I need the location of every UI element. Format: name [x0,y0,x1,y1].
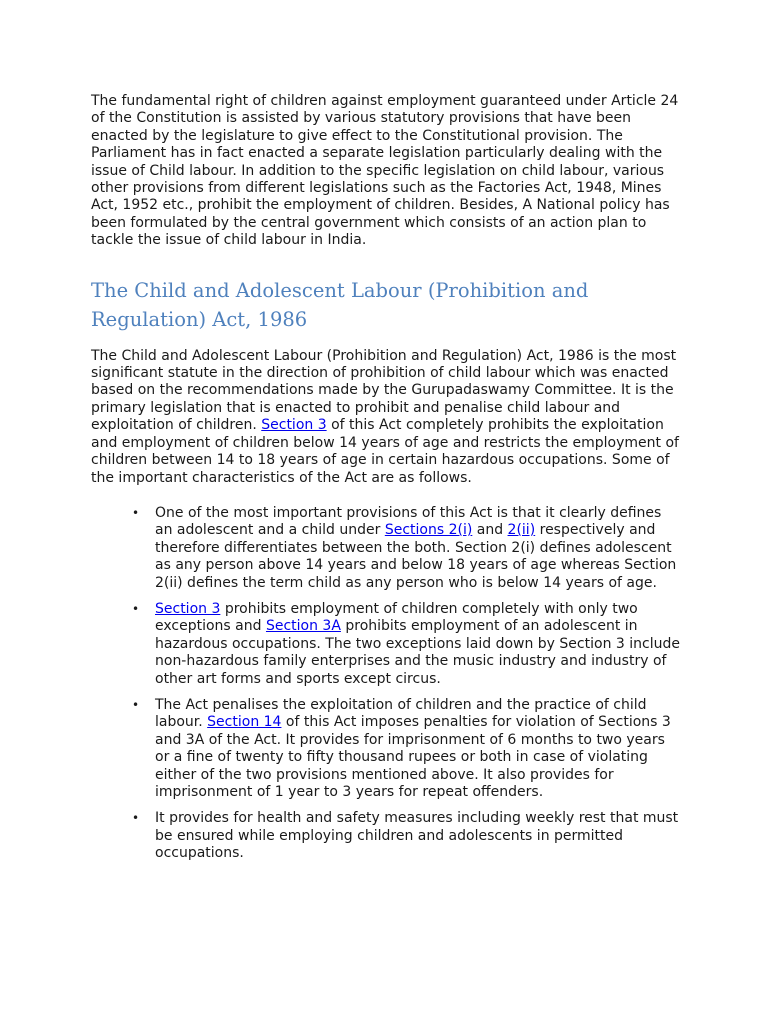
section-3a-link[interactable]: Section 3A [265,618,341,635]
list-item [91,697,681,801]
section-3-link[interactable]: Section 3 [155,600,221,617]
section-14-link[interactable]: Section 14 [207,714,282,731]
section-2ii-link[interactable]: 2(ii) [507,522,536,539]
document-page [91,93,681,872]
bullet-marker: • [132,697,140,712]
list-item-text: prohibits employment of an adolescent in hazardous occupations. The two exceptions laid down by Section 3 include non-hazardous family enterprises and the music industry and industry of other art forms and sports except circus. [155,618,680,687]
list-item-text: and [472,522,508,539]
list-item-text: prohibits employment of children completely with only two exceptions and [155,600,638,635]
bullet-marker: • [132,811,140,826]
act-description-paragraph [91,348,681,487]
bullet-marker: • [132,505,140,520]
list-item-text: The Act penalises the exploitation of children and the practice of child labour. [155,696,647,731]
intro-paragraph: The fundamental right of children against employment guaranteed under Article 24 of the Constitution is assisted by various statutory provisions that have been enacted by the legislature to give effect to the Constitutional provision. The Parliament has in fact enacted a separate legislation particularly dealing with the issue of Child labour. In addition to the specific legislation on child labour, various other provisions from different legislations such as the Factories Act, 1948, Mines Act, 1952 etc., prohibit the employment of children. Besides, A National policy has been formulated by the central government which consists of an action plan to tackle the issue of child labour in India. [91,93,679,249]
list-item [91,601,681,688]
act-description-text-2: of this Act completely prohibits the exploitation and employment of children below 14 years of age and restricts the employment of children between 14 to 18 years of age in certain hazardous occupations. Some of the important characteristics of the Act are as follows. [91,417,679,486]
list-item-text: respectively and therefore differentiates between the both. Section 2(i) defines adolescent as any person above 14 years and below 18 years of age whereas Section 2(ii) defines the term child as any person who is below 14 years of age. [155,522,677,591]
sections-2i-link[interactable]: Sections 2(i) [384,522,473,539]
act-description-text-1: The Child and Adolescent Labour (Prohibition and Regulation) Act, 1986 is the most significant statute in the direction of prohibition of child labour which was enacted based on the recommendations made by the Gurupadaswamy Committee. It is the primary legislation that is enacted to prohibit and penalise child labour and exploitation of children. [91,347,677,434]
list-item [91,505,681,592]
list-item-text: One of the most important provisions of this Act is that it clearly defines an adolescent and a child under [155,504,662,539]
list-item-text: It provides for health and safety measures including weekly rest that must be ensured while employing children and adolescents in permitted occupations. [155,810,679,862]
section-heading: The Child and Adolescent Labour (Prohibition and Regulation) Act, 1986 [91,278,589,331]
list-item-text: of this Act imposes penalties for violation of Sections 3 and 3A of the Act. It provides for imprisonment of 6 months to two years or a fine of twenty to fifty thousand rupees or both in case of violating either of the two provisions mentioned above. It also provides for imprisonment of 1 year to 3 years for repeat offenders. [155,714,671,800]
list-item [91,810,681,862]
bullet-marker: • [132,601,140,616]
provisions-list [91,505,681,863]
section-3-link[interactable]: Section 3 [261,417,327,434]
